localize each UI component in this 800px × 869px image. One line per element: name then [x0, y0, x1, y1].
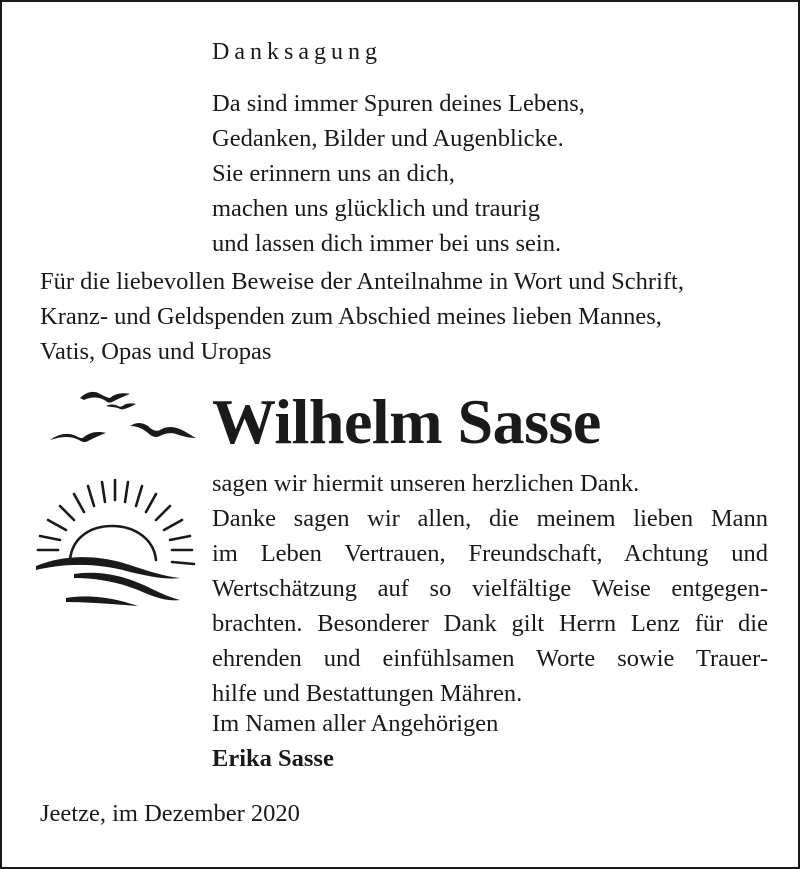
thanks-line: sagen wir hiermit unseren herzlichen Dank. [212, 470, 640, 497]
poem-line: und lassen dich immer bei uns sein. [212, 230, 562, 257]
thanks-line: im Leben Vertrauen, Freundschaft, Achtung und [212, 540, 768, 567]
thanks-text [212, 466, 768, 711]
place-date: Jeetze, im Dezember 2020 [40, 800, 300, 827]
poem-line: Da sind immer Spuren deines Lebens, [212, 90, 585, 117]
poem-line: Sie erinnern uns an dich, [212, 160, 455, 187]
poem-line: Gedanken, Bilder und Augenblicke. [212, 125, 564, 152]
thanks-line: Danke sagen wir allen, die meinem lieben Mann [212, 505, 768, 532]
thanks-line: ehrenden und einfühlsamen Worte sowie Trauer- [212, 645, 768, 672]
thanks-line: Wertschätzung auf so vielfältige Weise entgegen- [212, 575, 768, 602]
intro-line: Vatis, Opas und Uropas [40, 338, 272, 365]
poem-line: machen uns glücklich und traurig [212, 195, 540, 222]
deceased-name: Wilhelm Sasse [212, 386, 601, 457]
intro-line: Für die liebevollen Beweise der Anteilnahme in Wort und Schrift, [40, 268, 684, 295]
sunset-icon [30, 476, 200, 612]
notice-heading: Danksagung [212, 39, 382, 65]
thanks-line: hilfe und Bestattungen Mähren. [212, 680, 523, 707]
poem [212, 86, 585, 261]
closing [212, 706, 498, 776]
birds-icon [46, 386, 198, 448]
intro-text [40, 264, 684, 369]
closing-line: Im Namen aller Angehörigen [212, 710, 499, 737]
signer-name: Erika Sasse [212, 745, 334, 772]
thanks-line: brachten. Besonderer Dank gilt Herrn Lenz für die [212, 610, 768, 637]
intro-line: Kranz- und Geldspenden zum Abschied meines lieben Mannes, [40, 303, 662, 330]
